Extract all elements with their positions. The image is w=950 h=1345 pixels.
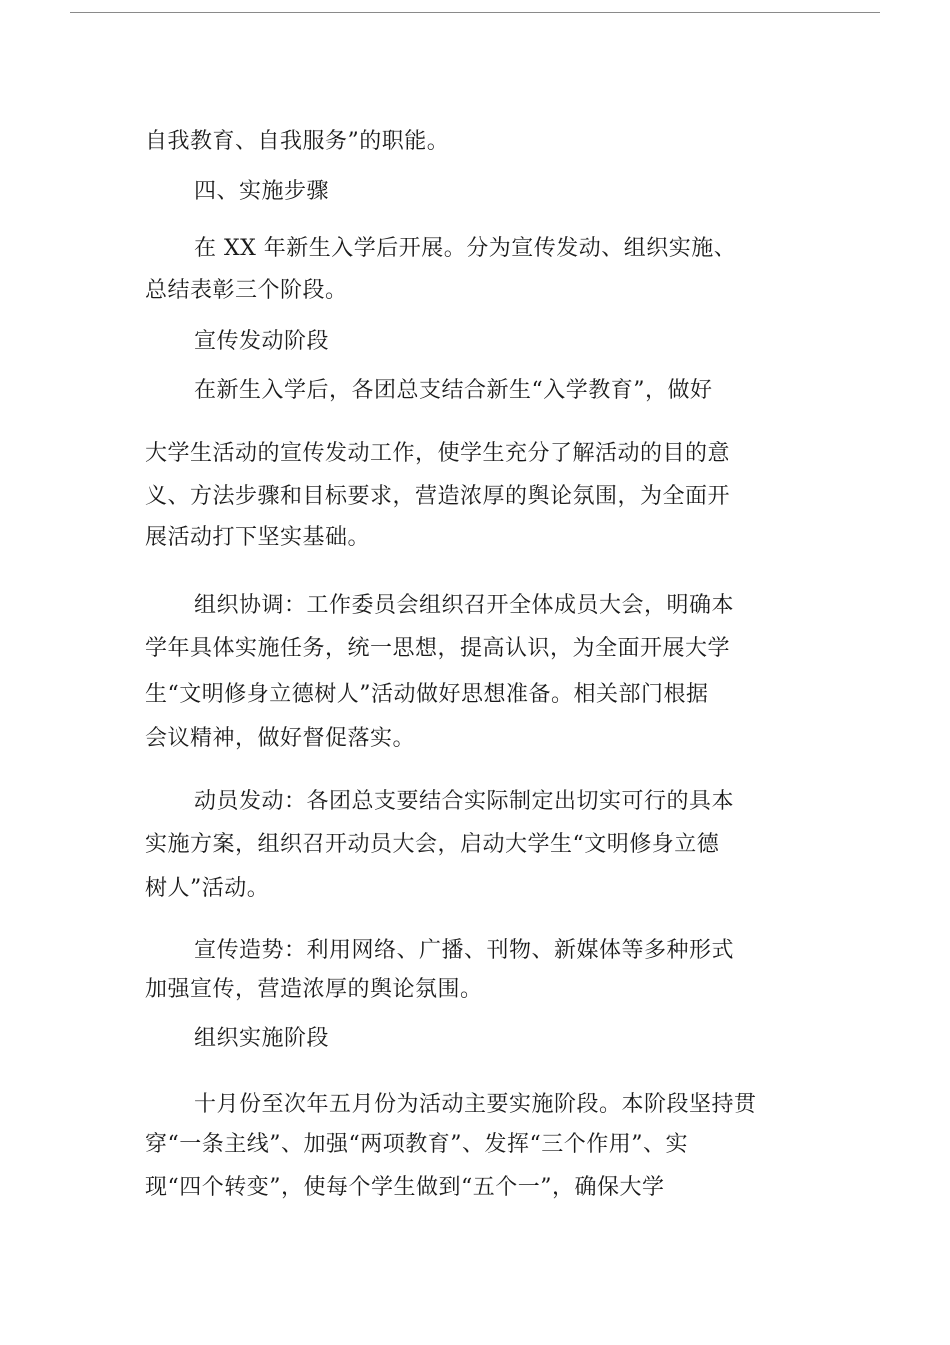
paragraph-line: 自我教育、自我服务”的职能。 (145, 129, 450, 154)
header-rule (70, 12, 880, 13)
subsection-heading: 宣传发动阶段 (194, 329, 330, 354)
paragraph-line: 实施方案，组织召开动员大会，启动大学生“文明修身立德 (145, 832, 720, 857)
paragraph-line: 义、方法步骤和目标要求，营造浓厚的舆论氛围，为全面开 (145, 484, 731, 509)
paragraph-line: 在 XX 年新生入学后开展。分为宣传发动、组织实施、 (194, 236, 737, 261)
paragraph-line: 组织协调：工作委员会组织召开全体成员大会，明确本 (194, 593, 735, 618)
paragraph-line: 动员发动：各团总支要结合实际制定出切实可行的具本 (194, 789, 735, 814)
paragraph-line: 大学生活动的宣传发动工作，使学生充分了解活动的目的意 (145, 441, 731, 466)
paragraph-line: 现“四个转变”，使每个学生做到“五个一”，确保大学 (145, 1175, 665, 1200)
paragraph-line: 学年具体实施任务，统一思想，提高认识，为全面开展大学 (145, 636, 731, 661)
section-heading: 四、实施步骤 (194, 179, 330, 204)
paragraph-line: 生“文明修身立德树人”活动做好思想准备。相关部门根据 (145, 682, 709, 707)
paragraph-line: 在新生入学后，各团总支结合新生“入学教育”，做好 (194, 378, 713, 403)
paragraph-line: 宣传造势：利用网络、广播、刊物、新媒体等多种形式 (194, 938, 735, 963)
paragraph-line: 穿“一条主线”、加强“两项教育”、发挥“三个作用”、实 (145, 1132, 688, 1157)
subsection-heading: 组织实施阶段 (194, 1026, 330, 1051)
paragraph-line: 加强宣传，营造浓厚的舆论氛围。 (145, 977, 483, 1002)
paragraph-line: 展活动打下坚实基础。 (145, 525, 371, 550)
paragraph-line: 十月份至次年五月份为活动主要实施阶段。本阶段坚持贯 (194, 1092, 757, 1117)
paragraph-line: 树人”活动。 (145, 876, 270, 901)
paragraph-line: 会议精神，做好督促落实。 (145, 726, 416, 751)
paragraph-line: 总结表彰三个阶段。 (145, 278, 348, 303)
